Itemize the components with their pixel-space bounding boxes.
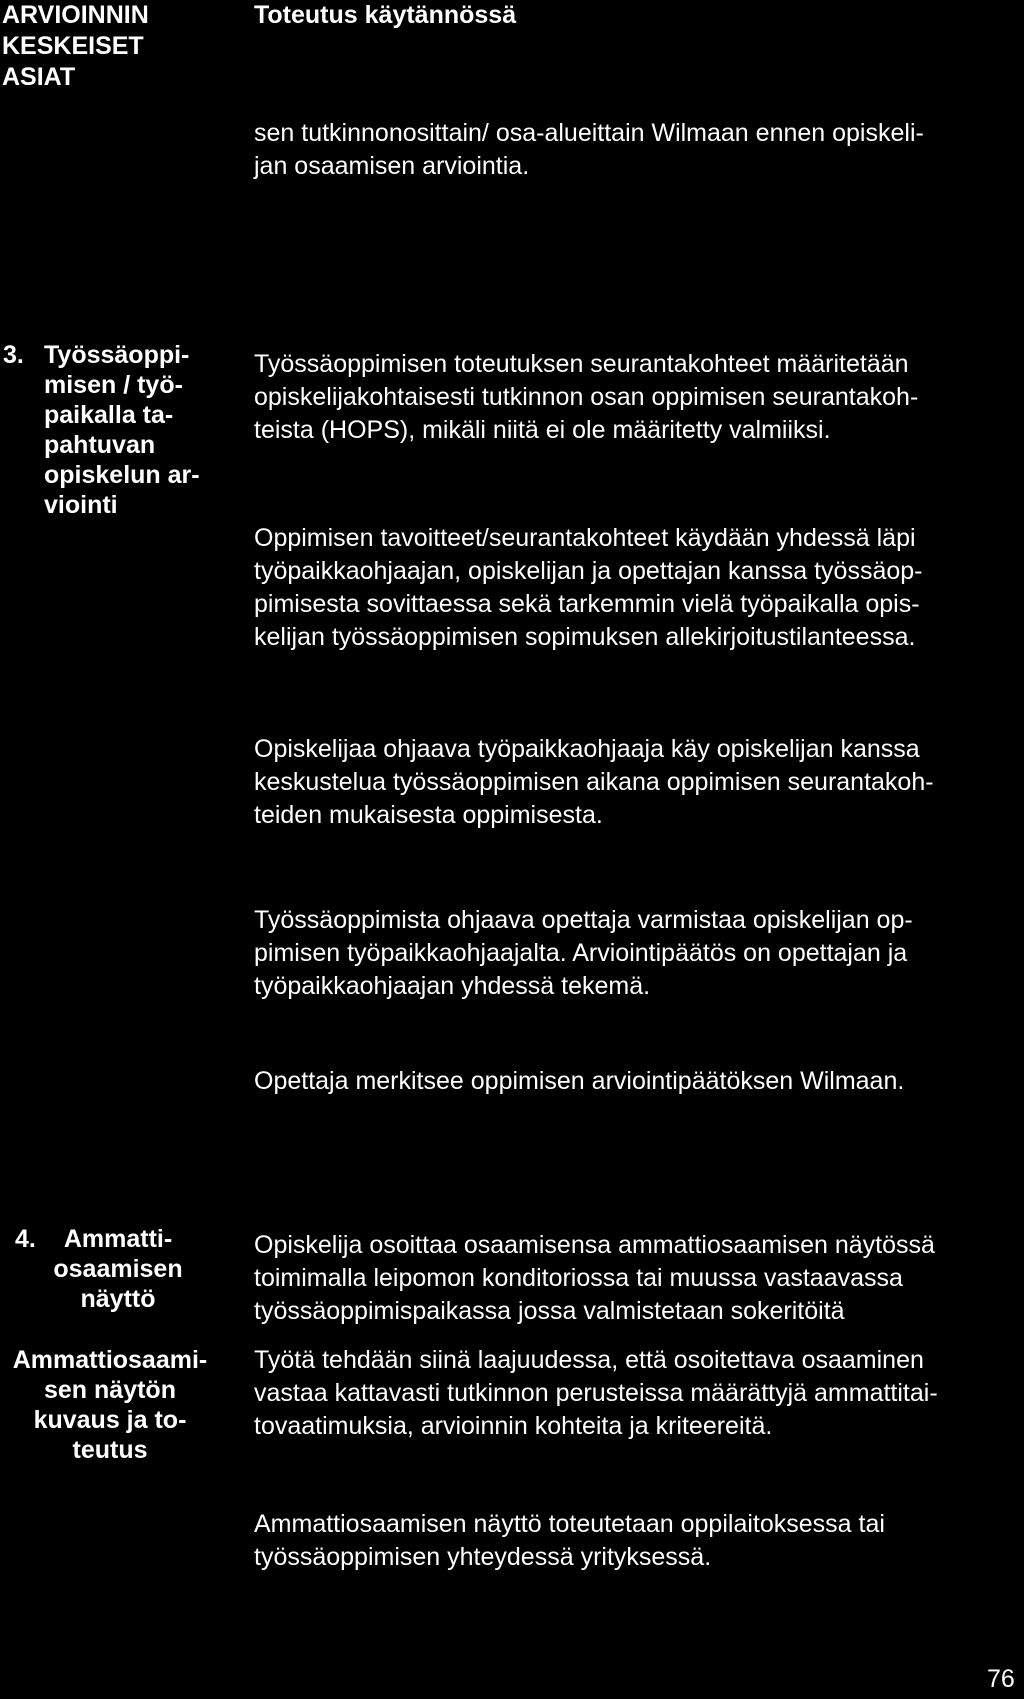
page-number: 76 (987, 1665, 1015, 1693)
column-header-implementation-in-practice: Toteutus käytännössä (254, 1, 517, 29)
section-3-paragraph-2: Oppimisen tavoitteet/seurantakohteet käydään yhdessä läpi työpaikkaohjaajan, opiskelijan ja opettajan kanssa työssäop- pimisesta sovittaessa sekä tarkemmin vielä työpaikalla opis- kelijan työssäoppimisen sopimuksen allekirjoitustilanteessa. (254, 524, 923, 651)
section-4-sublabel: Ammattiosaami- sen näytön kuvaus ja to- teutus (12, 1346, 208, 1464)
section-4-number: 4. (15, 1225, 36, 1253)
section-4-paragraph-3: Ammattiosaamisen näyttö toteutetaan oppilaitoksessa tai työssäoppimisen yhteydessä yrityksessä. (254, 1510, 885, 1571)
section-4-label: Ammatti- osaamisen näyttö (53, 1225, 183, 1313)
section-3-paragraph-1: Työssäoppimisen toteutuksen seurantakohteet määritetään opiskelijakohtaisesti tutkinnon osan oppimisen seurantakoh- teista (HOPS), mikäli niitä ei ole määritetty valmiiksi. (254, 350, 919, 444)
section-3-paragraph-3: Opiskelijaa ohjaava työpaikkaohjaaja käy opiskelijan kanssa keskustelua työssäoppimisen aikana oppimisen seurantakoh- teiden mukaisesta oppimisesta. (254, 735, 934, 829)
section-3-number: 3. (3, 341, 24, 369)
section-4-paragraph-1: Opiskelija osoittaa osaamisensa ammattiosaamisen näytössä toimimalla leipomon konditoriossa tai muussa vastaavassa työssäoppimispaikassa jossa valmistetaan sokeritöitä (254, 1231, 935, 1325)
section-3-label: Työssäoppi- misen / työ- paikalla ta- pahtuvan opiskelun ar- viointi (44, 341, 200, 519)
section-3-paragraph-4: Työssäoppimista ohjaava opettaja varmistaa opiskelijan op- pimisen työpaikkaohjaajalta. Arviointipäätös on opettajan ja työpaikkaohjaajan yhdessä tekemä. (254, 906, 913, 1000)
intro-paragraph: sen tutkinnonosittain/ osa-alueittain Wilmaan ennen opiskeli- jan osaamisen arviointia. (254, 119, 924, 180)
section-4-paragraph-2: Työtä tehdään siinä laajuudessa, että osoitettava osaaminen vastaa kattavasti tutkinnon perusteissa määrättyjä ammattitai- tovaatimuksia, arvioinnin kohteita ja kriteereitä. (254, 1346, 938, 1440)
column-header-assessment-key-points: ARVIOINNIN KESKEISET ASIAT (2, 1, 149, 91)
section-3-paragraph-5: Opettaja merkitsee oppimisen arviointipäätöksen Wilmaan. (254, 1067, 905, 1095)
